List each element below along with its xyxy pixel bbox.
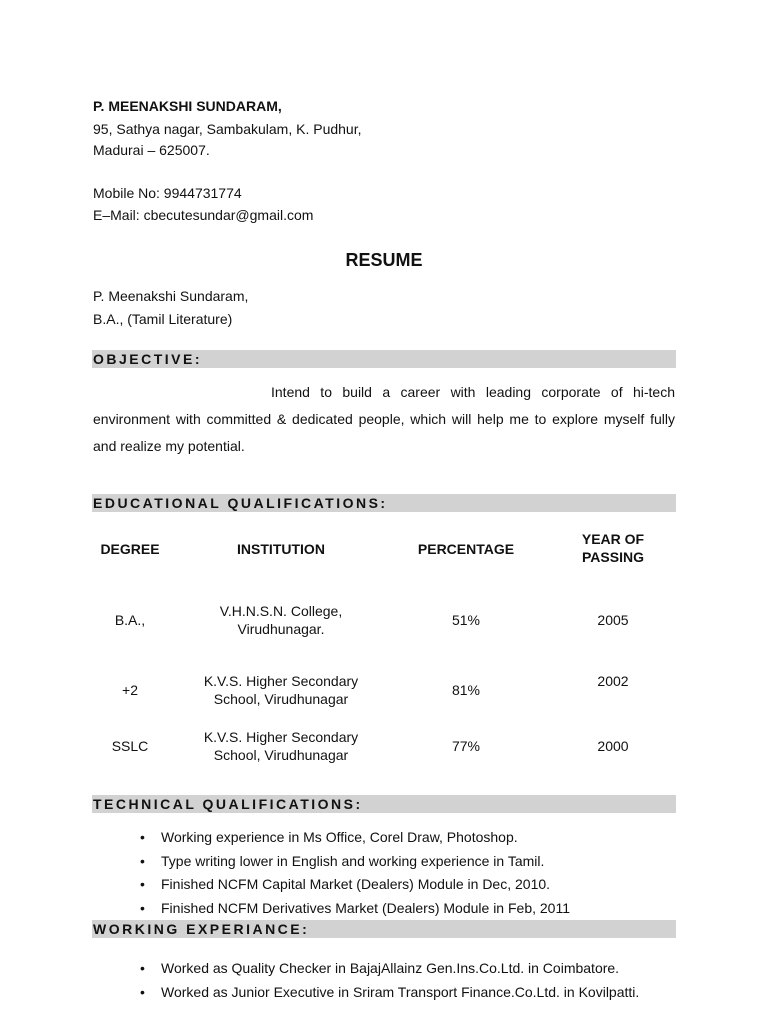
row-1-institution: V.H.N.S.N. College, Virudhunagar. xyxy=(219,603,343,637)
row-3-percentage: 77% xyxy=(451,738,481,754)
row-2-percentage: 81% xyxy=(451,682,481,698)
list-item xyxy=(92,960,639,984)
row-3-institution: K.V.S. Higher Secondary School, Virudhunagar xyxy=(203,729,359,763)
email-address: E–Mail: cbecutesundar@gmail.com xyxy=(93,207,314,223)
col-year-header-text: YEAR OF PASSING xyxy=(581,531,645,565)
col-institution-header: INSTITUTION xyxy=(237,541,325,557)
intro-name: P. Meenakshi Sundaram, xyxy=(93,288,249,304)
applicant-name: P. MEENAKSHI SUNDARAM, xyxy=(93,98,282,114)
list-item-text: Finished NCFM Derivatives Market (Dealers) Module in Feb, 2011 xyxy=(161,899,570,916)
bullet-icon: • xyxy=(140,960,145,976)
bullet-icon: • xyxy=(140,899,145,916)
education-heading: EDUCATIONAL QUALIFICATIONS: xyxy=(92,494,676,512)
row-3-year: 2000 xyxy=(597,738,629,754)
objective-paragraph: Intend to build a career with leading corporate of hi-tech environment with committed & dedicated people, which will help me to explore myself fully and realize my potential. xyxy=(93,384,675,454)
technical-list xyxy=(92,829,570,923)
bullet-icon: • xyxy=(140,876,145,892)
bullet-icon: • xyxy=(140,984,145,1000)
row-1-percentage: 51% xyxy=(451,612,481,628)
list-item xyxy=(92,853,570,877)
list-item-text: Working experience in Ms Office, Corel Draw, Photoshop. xyxy=(161,829,518,845)
bullet-icon: • xyxy=(140,829,145,845)
row-2-institution: K.V.S. Higher Secondary School, Virudhunagar xyxy=(203,673,359,707)
list-item xyxy=(92,876,570,900)
col-degree-header: DEGREE xyxy=(100,541,160,557)
working-list xyxy=(92,960,639,1008)
col-percentage-header: PERCENTAGE xyxy=(417,541,515,557)
address-line-2: Madurai – 625007. xyxy=(93,142,210,158)
list-item-text: Type writing lower in English and working experience in Tamil. xyxy=(161,852,545,869)
row-3-degree: SSLC xyxy=(111,738,149,754)
address-line-1: 95, Sathya nagar, Sambakulam, K. Pudhur, xyxy=(93,121,362,137)
list-item-text: Worked as Quality Checker in BajajAllainz Gen.Ins.Co.Ltd. in Coimbatore. xyxy=(161,960,620,976)
bullet-icon: • xyxy=(140,852,145,869)
resume-title: RESUME xyxy=(345,250,423,270)
row-2-degree: +2 xyxy=(122,682,138,698)
objective-text xyxy=(93,379,675,460)
row-2-year: 2002 xyxy=(597,673,629,689)
list-item-text: Finished NCFM Capital Market (Dealers) Module in Dec, 2010. xyxy=(161,876,551,892)
row-1-degree: B.A., xyxy=(114,612,146,628)
row-1-year: 2005 xyxy=(597,612,629,628)
list-item xyxy=(92,829,570,853)
mobile-number: Mobile No: 9944731774 xyxy=(93,185,242,201)
objective-heading: OBJECTIVE: xyxy=(92,350,676,368)
intro-degree: B.A., (Tamil Literature) xyxy=(93,311,233,327)
working-heading: WORKING EXPERIANCE: xyxy=(92,920,676,938)
list-item xyxy=(92,984,639,1008)
technical-heading: TECHNICAL QUALIFICATIONS: xyxy=(92,795,676,813)
list-item-text: Worked as Junior Executive in Sriram Transport Finance.Co.Ltd. in Kovilpatti. xyxy=(161,984,640,1000)
col-year-header xyxy=(553,530,673,566)
